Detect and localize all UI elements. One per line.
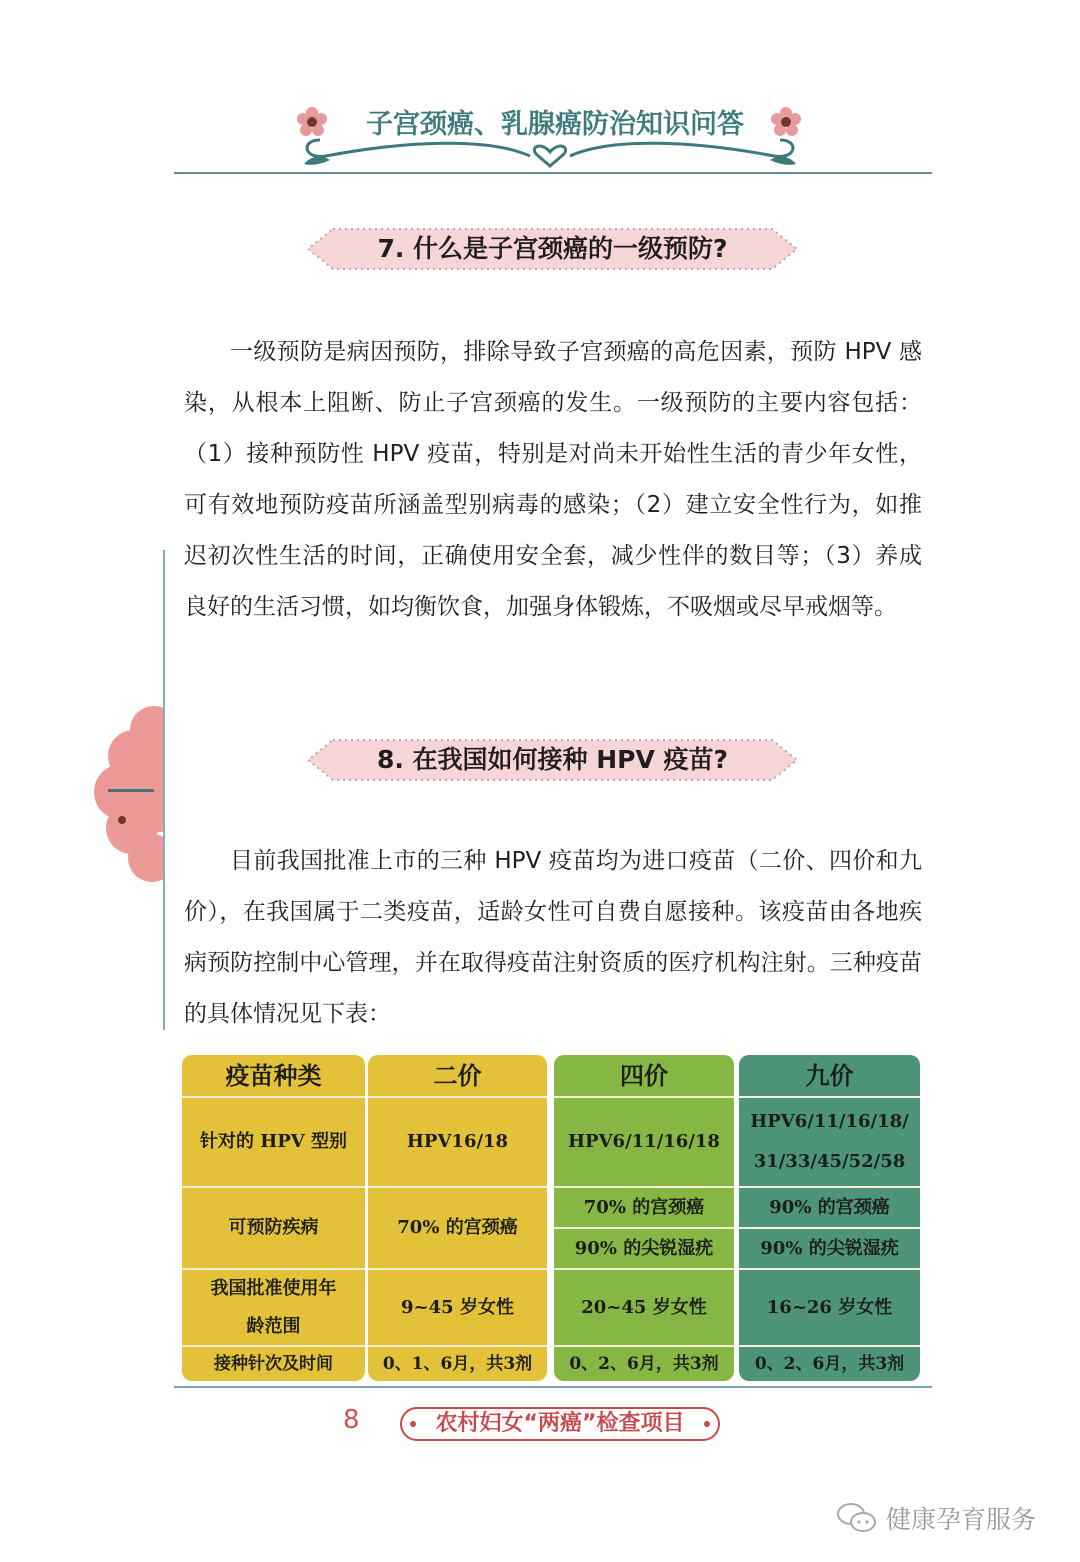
table-cell	[739, 1098, 920, 1188]
types-line: 31/33/45/52/58	[753, 1151, 906, 1172]
table-cell: 0、2、6月，共3剂	[754, 1354, 905, 1374]
table-cell: 0、1、6月，共3剂	[382, 1354, 533, 1374]
side-dash-mark	[108, 789, 154, 792]
question-banner-8	[305, 736, 800, 784]
table-cell: 90% 的尖锐湿疣	[739, 1229, 920, 1270]
table-column-quadrivalent	[554, 1055, 734, 1381]
question-title: 8. 在我国如何接种 HPV 疫苗?	[376, 745, 729, 774]
table-header: 二价	[368, 1055, 547, 1098]
table-header: 九价	[739, 1055, 920, 1098]
table-cell: 70% 的宫颈癌	[554, 1188, 734, 1229]
page-number: 8	[343, 1405, 360, 1435]
table-column-labels	[182, 1055, 365, 1381]
swirl-ornament-icon	[290, 126, 810, 170]
table-cell: HPV16/18	[368, 1098, 547, 1188]
table-cell: HPV6/11/16/18	[554, 1098, 734, 1188]
page-header	[290, 96, 810, 170]
row-label-text: 我国批准使用年龄范围	[210, 1277, 337, 1337]
table-cell: 70% 的宫颈癌	[368, 1188, 547, 1270]
table-bottom-divider	[174, 1386, 932, 1388]
hpv-vaccine-table	[182, 1055, 920, 1381]
table-cell: 20~45 岁女性	[554, 1270, 734, 1347]
question-title: 7. 什么是子宫颈癌的一级预防?	[377, 234, 728, 263]
answer-paragraph: 一级预防是病因预防，排除导致子宫颈癌的高危因素，预防 HPV 感染，从根本上阻断、防止子宫颈癌的发生。一级预防的主要内容包括：（1）接种预防性 HPV 疫苗，特别是对尚未开始性生活的青少年女性，可有效地预防疫苗所涵盖型别病毒的感染；（2）建立安全性行为，如推迟初次性生活的时间，正确使用安全套，减少性伴的数目等；（3）养成良好的生活习惯，如均衡饮食，加强身体锻炼，不吸烟或尽早戒烟等。	[184, 339, 922, 620]
row-label: 接种针次及时间	[214, 1354, 333, 1374]
footer-book-title	[393, 1405, 727, 1443]
row-label	[182, 1270, 365, 1347]
table-header: 疫苗种类	[182, 1055, 365, 1098]
side-margin-line	[163, 550, 165, 1030]
table-cell: 16~26 岁女性	[739, 1270, 920, 1347]
wechat-icon	[836, 1501, 878, 1535]
row-label: 可预防疾病	[182, 1188, 365, 1270]
watermark	[836, 1498, 1036, 1538]
table-cell: 9~45 岁女性	[368, 1270, 547, 1347]
answer-paragraph: 目前我国批准上市的三种 HPV 疫苗均为进口疫苗（二价、四价和九价），在我国属于二类疫苗，适龄女性可自费自愿接种。该疫苗由各地疾病预防控制中心管理，并在取得疫苗注射资质的医疗机构注射。三种疫苗的具体情况见下表：	[184, 848, 922, 1027]
table-header: 四价	[554, 1055, 734, 1098]
types-line: HPV6/11/16/18/	[750, 1111, 909, 1132]
table-column-nonavalent	[739, 1055, 920, 1381]
footer-title-text: 农村妇女“两癌”检查项目	[435, 1411, 685, 1436]
row-label: 针对的 HPV 型别	[182, 1098, 365, 1188]
header-title: 子宫颈癌、乳腺癌防治知识问答	[366, 109, 744, 140]
table-cell: 0、2、6月，共3剂	[569, 1354, 719, 1374]
table-cell: 90% 的宫颈癌	[739, 1188, 920, 1229]
table-column-bivalent	[368, 1055, 547, 1381]
question-banner-7	[305, 225, 800, 273]
watermark-text: 健康孕育服务	[886, 1505, 1037, 1534]
table-cell: 90% 的尖锐湿疣	[554, 1229, 734, 1270]
header-divider	[174, 172, 932, 174]
decorative-flower-icon	[92, 700, 164, 885]
